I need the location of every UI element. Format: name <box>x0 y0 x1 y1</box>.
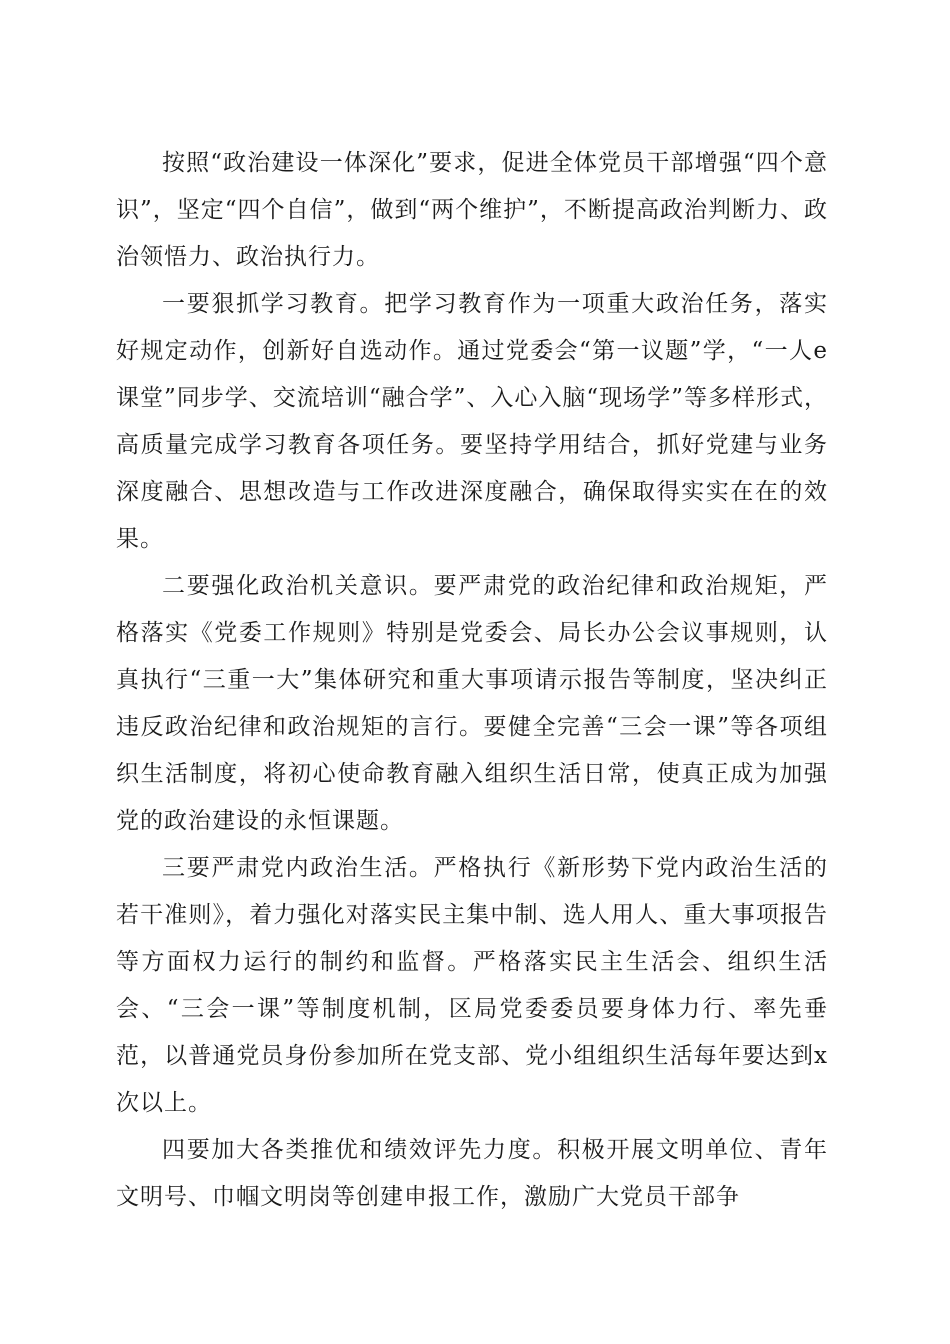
paragraph-political-building: 按照“政治建设一体深化”要求，促进全体党员干部增强“四个意识”，坚定“四个自信”，做到“两个维护”，不断提高政治判断力、政治领悟力、政治执行力。 <box>116 150 828 270</box>
paragraph-party-political-life: 三要严肃党内政治生活。严格执行《新形势下党内政治生活的若干准则》，着力强化对落实民主集中制、选人用人、重大事项报告等方面权力运行的制约和监督。严格落实民主生活会、组织生活会、“三会一课”等制度机制，区局党委委员要身体力行、率先垂范，以普通党员身份参加所在党支部、党小组组织生活每年要达到x次以上。 <box>116 855 828 1116</box>
paragraph-awards-evaluation: 四要加大各类推优和绩效评先力度。积极开展文明单位、青年文明号、巾帼文明岗等创建申报工作，激励广大党员干部争 <box>116 1137 828 1210</box>
paragraph-political-organ-awareness: 二要强化政治机关意识。要严肃党的政治纪律和政治规矩，严格落实《党委工作规则》特别是党委会、局长办公会议事规则，认真执行“三重一大”集体研究和重大事项请示报告等制度，坚决纠正违反政治纪律和政治规矩的言行。要健全完善“三会一课”等各项组织生活制度，将初心使命教育融入组织生活日常，使真正成为加强党的政治建设的永恒课题。 <box>116 573 828 834</box>
document-body <box>116 140 828 1221</box>
paragraph-study-education: 一要狠抓学习教育。把学习教育作为一项重大政治任务，落实好规定动作，创新好自选动作。通过党委会“第一议题”学，“一人e课堂”同步学、交流培训“融合学”、入心入脑“现场学”等多样形式，高质量完成学习教育各项任务。要坚持学用结合，抓好党建与业务深度融合、思想改造与工作改进深度融合，确保取得实实在在的效果。 <box>116 291 828 552</box>
